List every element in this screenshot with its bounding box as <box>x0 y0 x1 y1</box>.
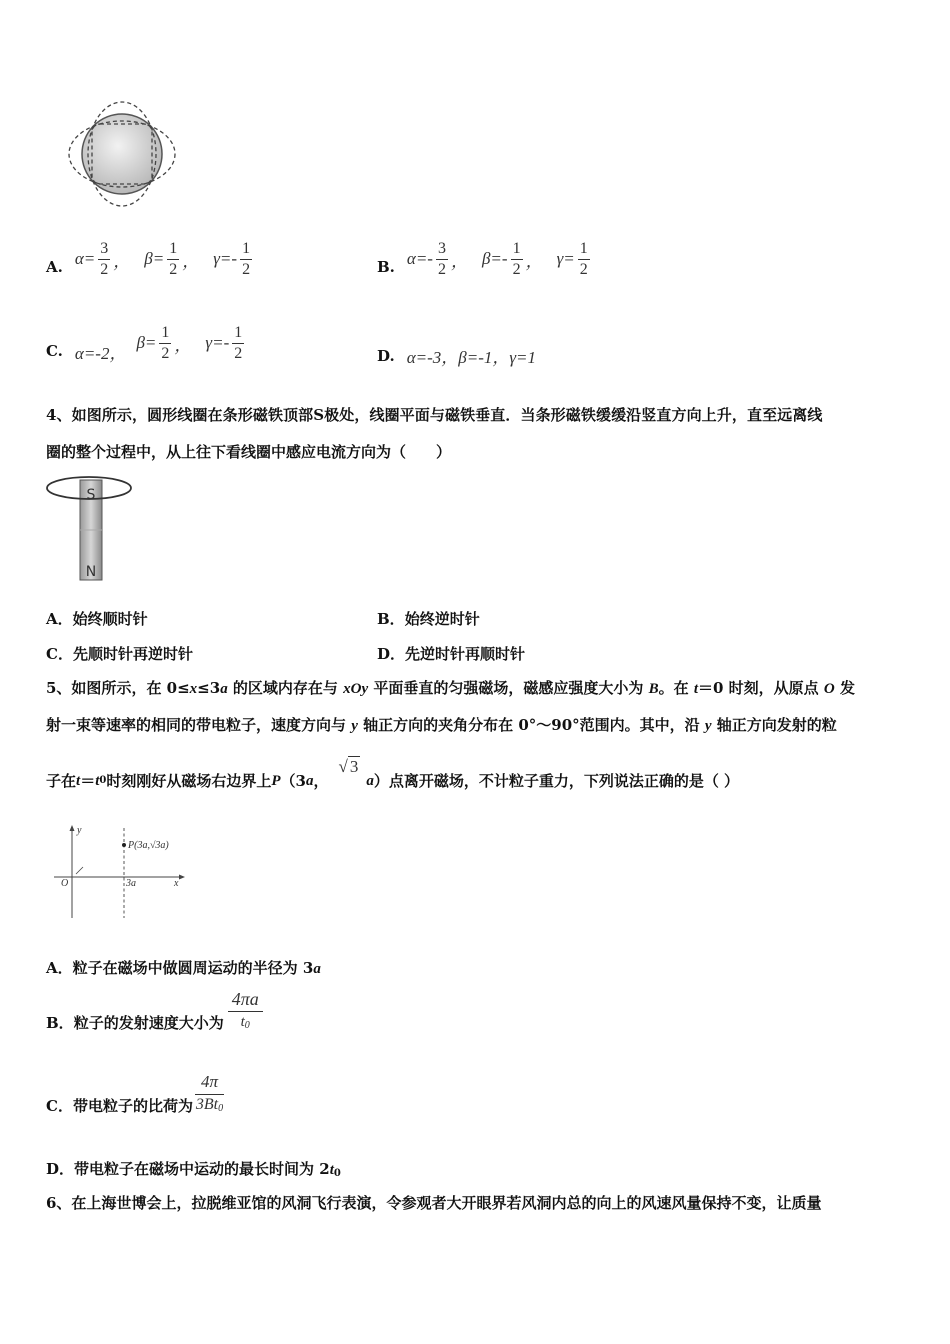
beta-fraction <box>167 240 179 279</box>
q5-stem-line1: 5、如图所示，在 0≤x≤3a 的区域内存在与 xOy 平面垂直的匀强磁场，磁感应强度大小为 B。在 t＝0 时刻，从原点 O 发 <box>46 679 855 697</box>
numerator: 1 <box>167 240 179 260</box>
gamma-fraction <box>232 324 244 363</box>
q5-coordinate-diagram <box>50 822 200 922</box>
denominator: $t_0$ <box>240 1014 250 1031</box>
option-letter: A． <box>46 959 73 977</box>
beta-label: β=‑ <box>481 249 508 268</box>
y-axis-label: y <box>77 825 82 836</box>
numerator: 1 <box>511 240 523 260</box>
magnet-coil-figure <box>44 472 136 584</box>
q4-option-a[interactable] <box>46 608 148 629</box>
x-axis-label: x <box>174 878 179 889</box>
boundary-tick-label: 3a <box>126 878 136 889</box>
gamma-label: γ=‑ <box>205 333 230 352</box>
deformation-figure <box>62 96 182 212</box>
denominator: 2 <box>512 260 521 278</box>
gamma-fraction <box>578 240 590 279</box>
gamma-label: γ= <box>556 249 575 268</box>
numerator: 3 <box>98 240 110 260</box>
option-letter: C． <box>46 645 73 663</box>
denominator: 2 <box>100 260 109 278</box>
option-letter: C. <box>46 342 63 360</box>
option-variable: a <box>313 961 321 977</box>
alpha-fraction <box>98 240 110 279</box>
option-letter: B. <box>377 258 395 276</box>
option-text: 始终逆时针 <box>404 610 480 628</box>
speed-fraction <box>228 990 263 1035</box>
denominator: 2 <box>437 260 446 278</box>
denominator: $3Bt_0$ <box>195 1096 224 1114</box>
beta-label: β= <box>144 249 165 268</box>
numerator: 4π <box>195 1073 224 1095</box>
option-letter: A. <box>46 258 63 276</box>
q3-option-c[interactable]: C. α=‑2， β= $\frac{1}{2}$ ， γ=‑ $\frac{1}{2}$ <box>46 323 243 363</box>
point-p-dot <box>122 843 126 847</box>
numerator: 1 <box>240 240 252 260</box>
q5-option-a[interactable] <box>46 957 321 978</box>
x-axis-arrow <box>179 875 185 880</box>
magnet-s-pole-label: S <box>86 487 96 503</box>
numerator: 4πa <box>228 990 263 1012</box>
denominator: 2 <box>242 260 251 278</box>
q4-stem-line2: 圈的整个过程中，从上往下看线圈中感应电流方向为（ ） <box>46 443 452 461</box>
numerator: 1 <box>578 240 590 260</box>
sqrt-expression: √ 3 <box>338 757 359 776</box>
option-variable-subscript: 0 <box>333 1168 341 1179</box>
point-p-label: P(3a,√3a) <box>128 840 169 851</box>
charge-mass-ratio-fraction <box>195 1073 224 1118</box>
option-text: 粒子在磁场中做圆周运动的半径为 3 <box>72 959 314 977</box>
magnet-n-pole-label: N <box>85 564 97 580</box>
numerator: 1 <box>232 324 244 344</box>
q4-option-d[interactable] <box>377 643 525 664</box>
denominator: 2 <box>234 344 243 362</box>
velocity-arrow <box>76 867 83 874</box>
option-text: 带电粒子在磁场中运动的最长时间为 2 <box>74 1160 330 1178</box>
numerator: 3 <box>436 240 448 260</box>
q4-option-c[interactable] <box>46 643 193 664</box>
option-letter: D． <box>377 645 406 663</box>
option-letter: A． <box>46 610 73 628</box>
option-variable: t <box>329 1162 334 1178</box>
origin-label: O <box>61 878 69 889</box>
option-letter: C． <box>46 1097 73 1115</box>
q5-stem-line2: 射一束等速率的相同的带电粒子，速度方向与 y 轴正方向的夹角分布在 0°～90°范围内。其中，沿 y 轴正方向发射的粒 <box>46 716 837 734</box>
option-letter: B． <box>46 1014 74 1032</box>
q6-stem-line1: 6、在上海世博会上，拉脱维亚馆的风洞飞行表演，令参观者大开眼界若风洞内总的向上的风速风量保持不变，让质量 <box>46 1194 822 1212</box>
option-letter: D． <box>46 1160 75 1178</box>
q3-option-a[interactable]: A. α= $\frac{3}{2}$ ， β= $\frac{1}{2}$ ， γ=‑ $\frac{1}{2}$ <box>46 239 251 278</box>
q5-stem-line3: 子在 t ＝ t 0 时刻刚好从磁场右边界上 P （3 a ， √ 3 a ）点离开磁场，不计粒子重力，下列说法正确的是（ ） <box>46 757 740 790</box>
y-axis-arrow <box>70 825 75 831</box>
option-text: 始终顺时针 <box>72 610 148 628</box>
gamma-label: γ=‑ <box>213 249 238 268</box>
denominator: 2 <box>579 260 588 278</box>
q5-option-d[interactable] <box>46 1158 341 1179</box>
beta-fraction <box>159 324 171 363</box>
numerator: 1 <box>159 324 171 344</box>
q3-option-b[interactable]: B. α=‑ $\frac{3}{2}$ ， β=‑ $\frac{1}{2}$ ， γ= $\frac{1}{2}$ <box>377 239 588 278</box>
beta-fraction <box>511 240 523 279</box>
alpha-label: α=‑ <box>406 249 433 268</box>
denominator: 2 <box>161 344 170 362</box>
denominator: 2 <box>169 260 178 278</box>
alpha-text: α=‑2， <box>74 343 127 363</box>
alpha-label: α= <box>74 249 96 268</box>
q5-option-c[interactable] <box>46 1073 227 1118</box>
option-text: α=‑3，β=‑1，γ=1 <box>406 348 537 367</box>
option-text: 先顺时针再逆时针 <box>72 645 193 663</box>
option-text: 粒子的发射速度大小为 <box>73 1014 224 1032</box>
q4-stem-line1: 4、如图所示，圆形线圈在条形磁铁顶部S极处，线圈平面与磁铁垂直．当条形磁铁缓缓沿竖直方向上升，直至远离线 <box>46 406 823 424</box>
option-text: 先逆时针再顺时针 <box>405 645 526 663</box>
beta-label: β= <box>136 333 157 352</box>
alpha-fraction <box>436 240 448 279</box>
gamma-fraction <box>240 240 252 279</box>
option-letter: B． <box>377 610 405 628</box>
q5-option-b[interactable] <box>46 990 266 1035</box>
q4-option-b[interactable] <box>377 608 480 629</box>
option-letter: D. <box>377 346 395 365</box>
q3-option-d[interactable] <box>377 343 536 368</box>
option-text: 带电粒子的比荷为 <box>72 1097 193 1115</box>
